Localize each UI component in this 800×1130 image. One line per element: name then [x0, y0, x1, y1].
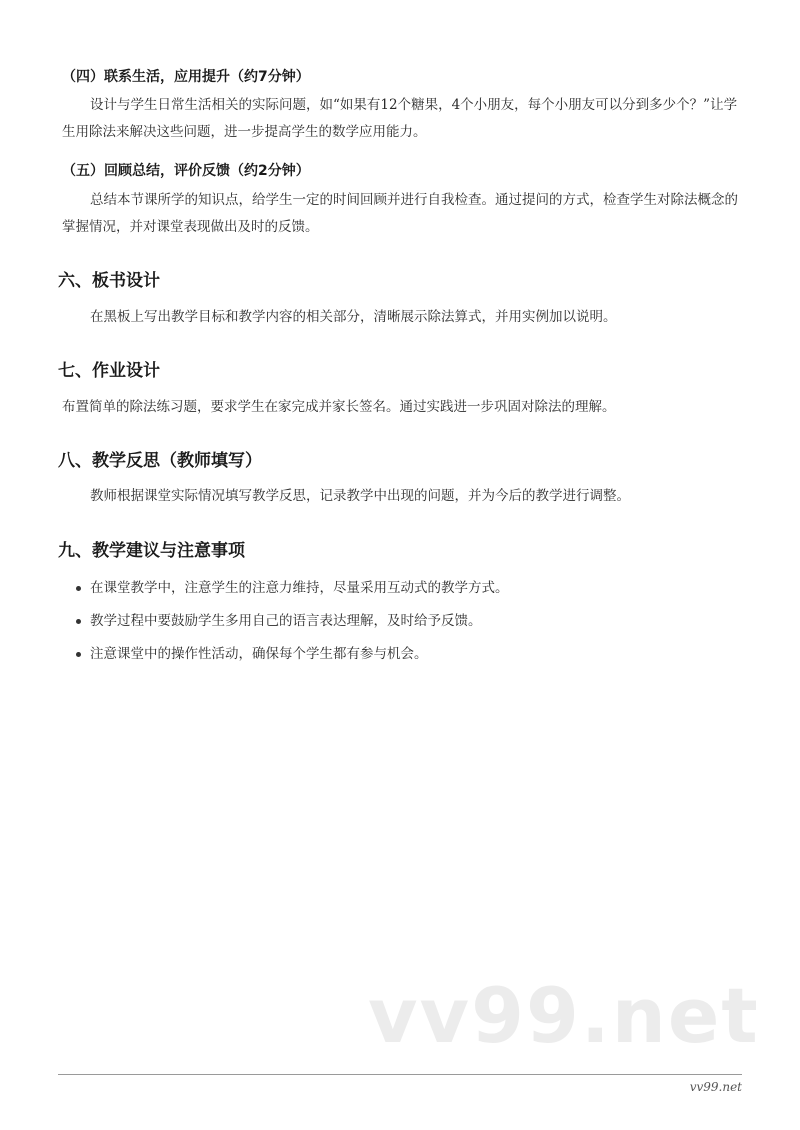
subsection-title-4: （四）联系生活，应用提升（约7分钟）: [62, 69, 310, 85]
list-item: 在课堂教学中，注意学生的注意力维持，尽量采用互动式的教学方式。: [76, 572, 509, 605]
heading-board-design: 六、板书设计: [58, 271, 160, 291]
list-item: 注意课堂中的操作性活动，确保每个学生都有参与机会。: [76, 638, 509, 671]
watermark: vv99.net: [368, 971, 760, 1060]
heading-teaching-advice: 九、教学建议与注意事项: [58, 541, 245, 561]
list-item: 教学过程中要鼓励学生多用自己的语言表达理解，及时给予反馈。: [76, 605, 509, 638]
board-design-text: 在黑板上写出教学目标和教学内容的相关部分，清晰展示除法算式，并用实例加以说明。: [90, 309, 617, 325]
footer-divider: [58, 1074, 742, 1075]
subsection-title-5: （五）回顾总结，评价反馈（约2分钟）: [62, 163, 310, 179]
subsection-text-4: 设计与学生日常生活相关的实际问题，如“如果有12个糖果，4个小朋友，每个小朋友可以分到多少个？”让学生用除法来解决这些问题，进一步提高学生的数学应用能力。: [62, 97, 738, 140]
subsection-text-5: 总结本节课所学的知识点，给学生一定的时间回顾并进行自我检查。通过提问的方式，检查学生对除法概念的掌握情况，并对课堂表现做出及时的反馈。: [62, 192, 738, 235]
teaching-reflection-text: 教师根据课堂实际情况填写教学反思，记录教学中出现的问题，并为今后的教学进行调整。: [90, 488, 630, 504]
advice-list: [76, 572, 509, 671]
homework-design-text: 布置简单的除法练习题，要求学生在家完成并家长签名。通过实践进一步巩固对除法的理解。: [62, 399, 616, 415]
footer-site-name: vv99.net: [689, 1080, 742, 1094]
heading-homework-design: 七、作业设计: [58, 361, 160, 381]
heading-teaching-reflection: 八、教学反思（教师填写）: [58, 451, 262, 471]
